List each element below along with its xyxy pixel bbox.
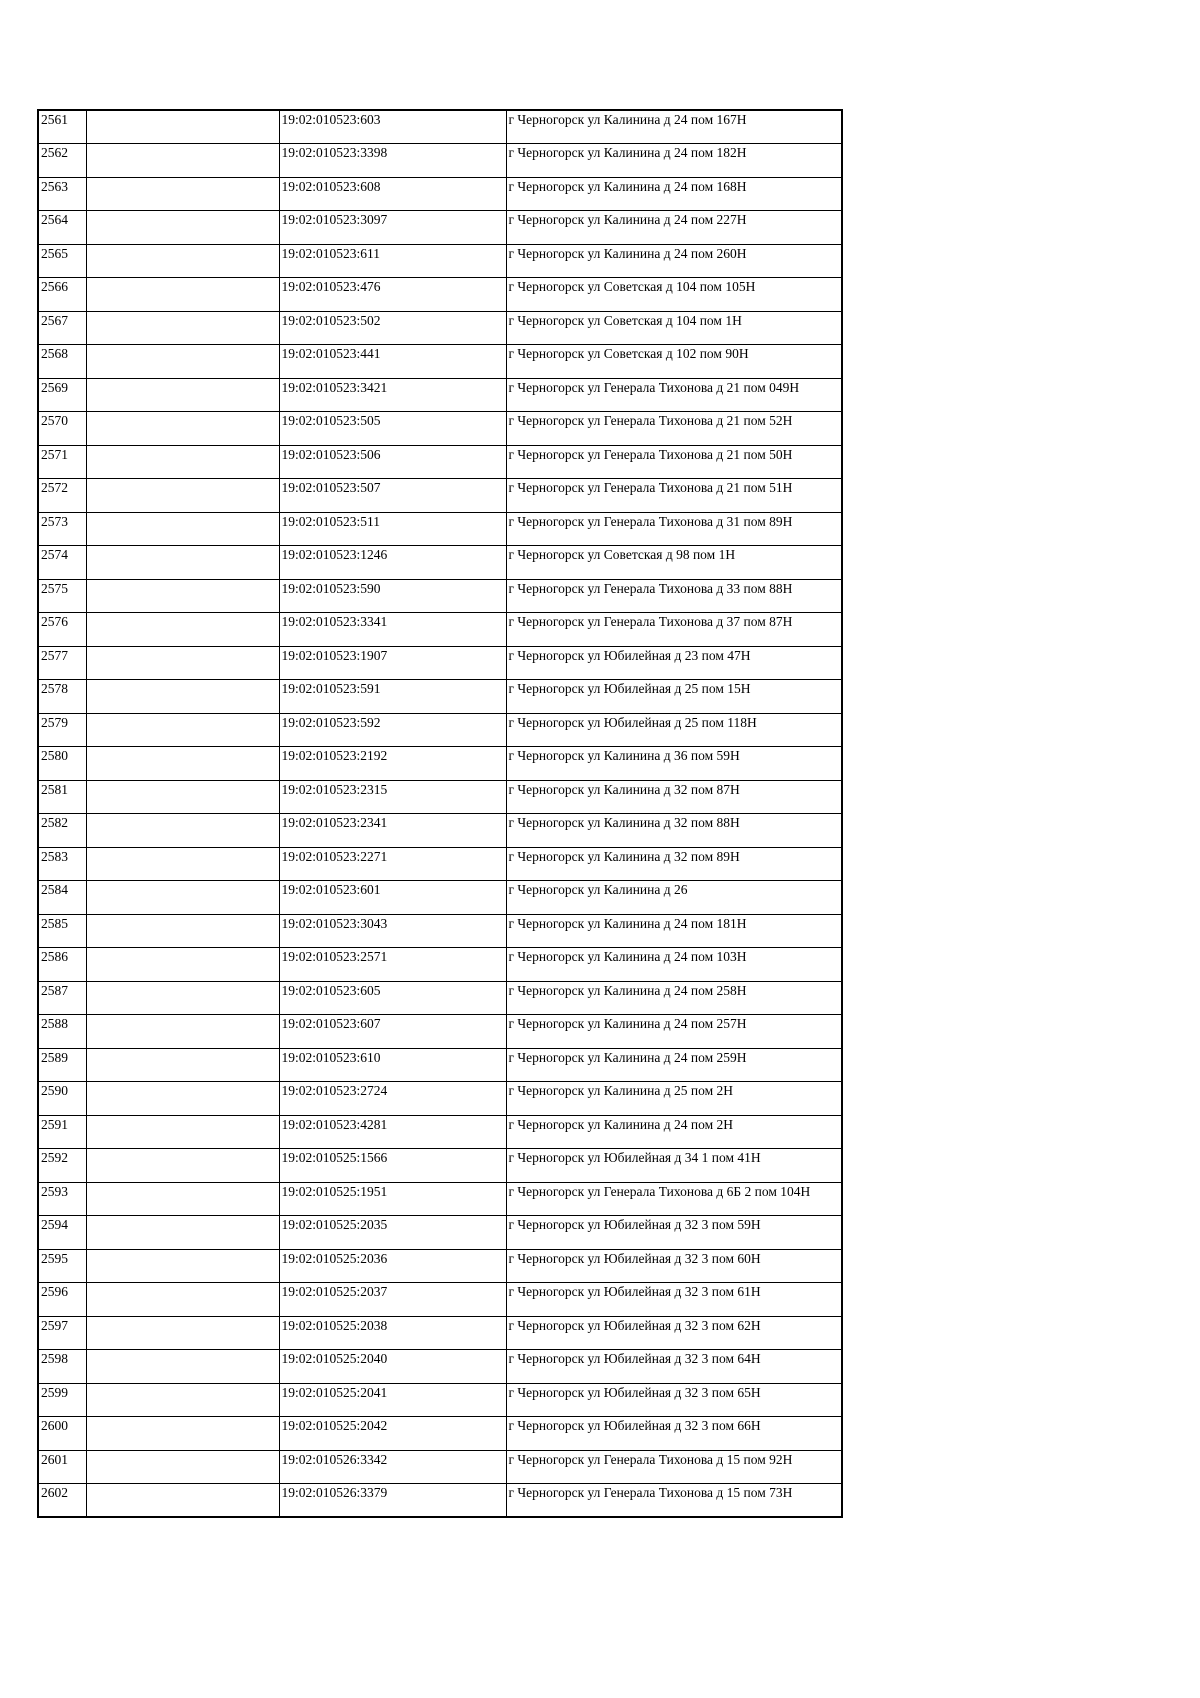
table-row — [38, 1115, 842, 1149]
row-number-cell: 2574 — [38, 546, 86, 580]
address-cell: г Черногорск ул Калинина д 24 пом 257Н — [506, 1015, 842, 1049]
address-cell: г Черногорск ул Юбилейная д 34 1 пом 41Н — [506, 1149, 842, 1183]
row-number-cell: 2583 — [38, 847, 86, 881]
row-number-cell: 2593 — [38, 1182, 86, 1216]
cadastral-number-cell: 19:02:010526:3379 — [279, 1484, 506, 1518]
empty-cell — [86, 713, 279, 747]
cadastral-number-cell: 19:02:010523:590 — [279, 579, 506, 613]
table-row — [38, 981, 842, 1015]
address-cell: г Черногорск ул Юбилейная д 25 пом 15Н — [506, 680, 842, 714]
cadastral-number-cell: 19:02:010523:608 — [279, 177, 506, 211]
cadastral-number-cell: 19:02:010523:611 — [279, 244, 506, 278]
address-cell: г Черногорск ул Советская д 104 пом 1Н — [506, 311, 842, 345]
table-row — [38, 646, 842, 680]
row-number-cell: 2570 — [38, 412, 86, 446]
empty-cell — [86, 479, 279, 513]
row-number-cell: 2600 — [38, 1417, 86, 1451]
empty-cell — [86, 613, 279, 647]
cadastral-number-cell: 19:02:010523:505 — [279, 412, 506, 446]
empty-cell — [86, 345, 279, 379]
empty-cell — [86, 177, 279, 211]
address-cell: г Черногорск ул Генерала Тихонова д 21 пом 50Н — [506, 445, 842, 479]
cadastral-number-cell: 19:02:010523:607 — [279, 1015, 506, 1049]
address-cell: г Черногорск ул Генерала Тихонова д 15 пом 73Н — [506, 1484, 842, 1518]
table-row — [38, 211, 842, 245]
cadastral-number-cell: 19:02:010525:2038 — [279, 1316, 506, 1350]
row-number-cell: 2563 — [38, 177, 86, 211]
address-cell: г Черногорск ул Калинина д 24 пом 2Н — [506, 1115, 842, 1149]
table-row — [38, 914, 842, 948]
address-cell: г Черногорск ул Генерала Тихонова д 21 пом 52Н — [506, 412, 842, 446]
row-number-cell: 2572 — [38, 479, 86, 513]
row-number-cell: 2582 — [38, 814, 86, 848]
empty-cell — [86, 110, 279, 144]
table-row — [38, 244, 842, 278]
table-row — [38, 1450, 842, 1484]
address-cell: г Черногорск ул Советская д 104 пом 105Н — [506, 278, 842, 312]
empty-cell — [86, 512, 279, 546]
cadastral-number-cell: 19:02:010523:3398 — [279, 144, 506, 178]
row-number-cell: 2565 — [38, 244, 86, 278]
empty-cell — [86, 1484, 279, 1518]
cadastral-number-cell: 19:02:010525:1951 — [279, 1182, 506, 1216]
table-row — [38, 345, 842, 379]
address-cell: г Черногорск ул Калинина д 24 пом 167Н — [506, 110, 842, 144]
address-cell: г Черногорск ул Калинина д 24 пом 103Н — [506, 948, 842, 982]
empty-cell — [86, 1048, 279, 1082]
table-row — [38, 814, 842, 848]
row-number-cell: 2571 — [38, 445, 86, 479]
table-row — [38, 512, 842, 546]
empty-cell — [86, 546, 279, 580]
table-row — [38, 1316, 842, 1350]
table-row — [38, 713, 842, 747]
empty-cell — [86, 680, 279, 714]
row-number-cell: 2589 — [38, 1048, 86, 1082]
address-cell: г Черногорск ул Калинина д 24 пом 181Н — [506, 914, 842, 948]
cadastral-number-cell: 19:02:010523:476 — [279, 278, 506, 312]
cadastral-number-cell: 19:02:010523:2571 — [279, 948, 506, 982]
cadastral-number-cell: 19:02:010523:605 — [279, 981, 506, 1015]
table-row — [38, 1484, 842, 1518]
cadastral-number-cell: 19:02:010523:2315 — [279, 780, 506, 814]
table-row — [38, 546, 842, 580]
address-cell: г Черногорск ул Калинина д 24 пом 259Н — [506, 1048, 842, 1082]
empty-cell — [86, 1216, 279, 1250]
address-cell: г Черногорск ул Калинина д 36 пом 59Н — [506, 747, 842, 781]
row-number-cell: 2568 — [38, 345, 86, 379]
empty-cell — [86, 881, 279, 915]
address-cell: г Черногорск ул Юбилейная д 32 3 пом 61Н — [506, 1283, 842, 1317]
cadastral-number-cell: 19:02:010523:502 — [279, 311, 506, 345]
empty-cell — [86, 1015, 279, 1049]
row-number-cell: 2564 — [38, 211, 86, 245]
table-row — [38, 1283, 842, 1317]
address-cell: г Черногорск ул Юбилейная д 32 3 пом 66Н — [506, 1417, 842, 1451]
table-row — [38, 1249, 842, 1283]
table-row — [38, 680, 842, 714]
empty-cell — [86, 1383, 279, 1417]
row-number-cell: 2599 — [38, 1383, 86, 1417]
row-number-cell: 2597 — [38, 1316, 86, 1350]
address-cell: г Черногорск ул Калинина д 32 пом 87Н — [506, 780, 842, 814]
table-row — [38, 579, 842, 613]
empty-cell — [86, 1450, 279, 1484]
empty-cell — [86, 747, 279, 781]
empty-cell — [86, 278, 279, 312]
row-number-cell: 2602 — [38, 1484, 86, 1518]
row-number-cell: 2598 — [38, 1350, 86, 1384]
empty-cell — [86, 1316, 279, 1350]
row-number-cell: 2567 — [38, 311, 86, 345]
address-cell: г Черногорск ул Калинина д 24 пом 182Н — [506, 144, 842, 178]
cadastral-number-cell: 19:02:010525:2040 — [279, 1350, 506, 1384]
empty-cell — [86, 1283, 279, 1317]
empty-cell — [86, 244, 279, 278]
address-cell: г Черногорск ул Калинина д 24 пом 227Н — [506, 211, 842, 245]
address-cell: г Черногорск ул Калинина д 24 пом 168Н — [506, 177, 842, 211]
cadastral-number-cell: 19:02:010523:1907 — [279, 646, 506, 680]
table-row — [38, 110, 842, 144]
cadastral-number-cell: 19:02:010523:3043 — [279, 914, 506, 948]
address-cell: г Черногорск ул Советская д 102 пом 90Н — [506, 345, 842, 379]
empty-cell — [86, 211, 279, 245]
table-row — [38, 311, 842, 345]
property-table-body — [38, 110, 842, 1517]
address-cell: г Черногорск ул Советская д 98 пом 1Н — [506, 546, 842, 580]
row-number-cell: 2581 — [38, 780, 86, 814]
empty-cell — [86, 814, 279, 848]
empty-cell — [86, 646, 279, 680]
property-table — [37, 109, 843, 1518]
cadastral-number-cell: 19:02:010523:3421 — [279, 378, 506, 412]
empty-cell — [86, 144, 279, 178]
cadastral-number-cell: 19:02:010523:591 — [279, 680, 506, 714]
empty-cell — [86, 1350, 279, 1384]
table-row — [38, 144, 842, 178]
cadastral-number-cell: 19:02:010523:2192 — [279, 747, 506, 781]
table-row — [38, 1182, 842, 1216]
row-number-cell: 2594 — [38, 1216, 86, 1250]
cadastral-number-cell: 19:02:010523:3341 — [279, 613, 506, 647]
table-row — [38, 1350, 842, 1384]
address-cell: г Черногорск ул Юбилейная д 32 3 пом 59Н — [506, 1216, 842, 1250]
empty-cell — [86, 948, 279, 982]
cadastral-number-cell: 19:02:010523:4281 — [279, 1115, 506, 1149]
table-row — [38, 177, 842, 211]
table-row — [38, 1015, 842, 1049]
table-row — [38, 780, 842, 814]
empty-cell — [86, 412, 279, 446]
address-cell: г Черногорск ул Юбилейная д 32 3 пом 60Н — [506, 1249, 842, 1283]
address-cell: г Черногорск ул Генерала Тихонова д 21 пом 049Н — [506, 378, 842, 412]
table-row — [38, 747, 842, 781]
row-number-cell: 2592 — [38, 1149, 86, 1183]
row-number-cell: 2591 — [38, 1115, 86, 1149]
row-number-cell: 2580 — [38, 747, 86, 781]
cadastral-number-cell: 19:02:010523:592 — [279, 713, 506, 747]
address-cell: г Черногорск ул Калинина д 24 пом 258Н — [506, 981, 842, 1015]
table-row — [38, 948, 842, 982]
cadastral-number-cell: 19:02:010525:2035 — [279, 1216, 506, 1250]
address-cell: г Черногорск ул Юбилейная д 32 3 пом 64Н — [506, 1350, 842, 1384]
cadastral-number-cell: 19:02:010526:3342 — [279, 1450, 506, 1484]
row-number-cell: 2566 — [38, 278, 86, 312]
row-number-cell: 2577 — [38, 646, 86, 680]
cadastral-number-cell: 19:02:010525:2041 — [279, 1383, 506, 1417]
address-cell: г Черногорск ул Юбилейная д 23 пом 47Н — [506, 646, 842, 680]
table-row — [38, 1216, 842, 1250]
address-cell: г Черногорск ул Генерала Тихонова д 6Б 2 пом 104Н — [506, 1182, 842, 1216]
table-row — [38, 1149, 842, 1183]
row-number-cell: 2578 — [38, 680, 86, 714]
table-row — [38, 1383, 842, 1417]
empty-cell — [86, 311, 279, 345]
row-number-cell: 2601 — [38, 1450, 86, 1484]
table-row — [38, 847, 842, 881]
row-number-cell: 2596 — [38, 1283, 86, 1317]
address-cell: г Черногорск ул Калинина д 32 пом 89Н — [506, 847, 842, 881]
row-number-cell: 2586 — [38, 948, 86, 982]
empty-cell — [86, 1082, 279, 1116]
cadastral-number-cell: 19:02:010523:2341 — [279, 814, 506, 848]
address-cell: г Черногорск ул Юбилейная д 32 3 пом 65Н — [506, 1383, 842, 1417]
row-number-cell: 2588 — [38, 1015, 86, 1049]
address-cell: г Черногорск ул Юбилейная д 32 3 пом 62Н — [506, 1316, 842, 1350]
empty-cell — [86, 1182, 279, 1216]
cadastral-number-cell: 19:02:010523:610 — [279, 1048, 506, 1082]
row-number-cell: 2590 — [38, 1082, 86, 1116]
cadastral-number-cell: 19:02:010525:1566 — [279, 1149, 506, 1183]
address-cell: г Черногорск ул Генерала Тихонова д 37 пом 87Н — [506, 613, 842, 647]
row-number-cell: 2562 — [38, 144, 86, 178]
empty-cell — [86, 579, 279, 613]
address-cell: г Черногорск ул Калинина д 24 пом 260Н — [506, 244, 842, 278]
empty-cell — [86, 914, 279, 948]
row-number-cell: 2584 — [38, 881, 86, 915]
empty-cell — [86, 1249, 279, 1283]
table-row — [38, 881, 842, 915]
empty-cell — [86, 1115, 279, 1149]
table-row — [38, 1048, 842, 1082]
row-number-cell: 2576 — [38, 613, 86, 647]
empty-cell — [86, 378, 279, 412]
empty-cell — [86, 981, 279, 1015]
empty-cell — [86, 1149, 279, 1183]
table-row — [38, 378, 842, 412]
empty-cell — [86, 1417, 279, 1451]
row-number-cell: 2573 — [38, 512, 86, 546]
row-number-cell: 2569 — [38, 378, 86, 412]
table-row — [38, 479, 842, 513]
table-row — [38, 1082, 842, 1116]
cadastral-number-cell: 19:02:010523:507 — [279, 479, 506, 513]
cadastral-number-cell: 19:02:010523:603 — [279, 110, 506, 144]
row-number-cell: 2587 — [38, 981, 86, 1015]
address-cell: г Черногорск ул Генерала Тихонова д 15 пом 92Н — [506, 1450, 842, 1484]
address-cell: г Черногорск ул Генерала Тихонова д 31 пом 89Н — [506, 512, 842, 546]
cadastral-number-cell: 19:02:010523:511 — [279, 512, 506, 546]
table-row — [38, 412, 842, 446]
row-number-cell: 2585 — [38, 914, 86, 948]
address-cell: г Черногорск ул Генерала Тихонова д 33 пом 88Н — [506, 579, 842, 613]
cadastral-number-cell: 19:02:010523:1246 — [279, 546, 506, 580]
table-row — [38, 1417, 842, 1451]
row-number-cell: 2579 — [38, 713, 86, 747]
cadastral-number-cell: 19:02:010523:601 — [279, 881, 506, 915]
cadastral-number-cell: 19:02:010525:2037 — [279, 1283, 506, 1317]
row-number-cell: 2595 — [38, 1249, 86, 1283]
address-cell: г Черногорск ул Калинина д 25 пом 2Н — [506, 1082, 842, 1116]
cadastral-number-cell: 19:02:010523:506 — [279, 445, 506, 479]
address-cell: г Черногорск ул Калинина д 32 пом 88Н — [506, 814, 842, 848]
address-cell: г Черногорск ул Калинина д 26 — [506, 881, 842, 915]
cadastral-number-cell: 19:02:010523:3097 — [279, 211, 506, 245]
cadastral-number-cell: 19:02:010525:2036 — [279, 1249, 506, 1283]
address-cell: г Черногорск ул Юбилейная д 25 пом 118Н — [506, 713, 842, 747]
address-cell: г Черногорск ул Генерала Тихонова д 21 пом 51Н — [506, 479, 842, 513]
empty-cell — [86, 445, 279, 479]
empty-cell — [86, 847, 279, 881]
table-row — [38, 613, 842, 647]
row-number-cell: 2575 — [38, 579, 86, 613]
row-number-cell: 2561 — [38, 110, 86, 144]
empty-cell — [86, 780, 279, 814]
table-row — [38, 445, 842, 479]
cadastral-number-cell: 19:02:010523:441 — [279, 345, 506, 379]
cadastral-number-cell: 19:02:010523:2271 — [279, 847, 506, 881]
table-row — [38, 278, 842, 312]
cadastral-number-cell: 19:02:010525:2042 — [279, 1417, 506, 1451]
cadastral-number-cell: 19:02:010523:2724 — [279, 1082, 506, 1116]
